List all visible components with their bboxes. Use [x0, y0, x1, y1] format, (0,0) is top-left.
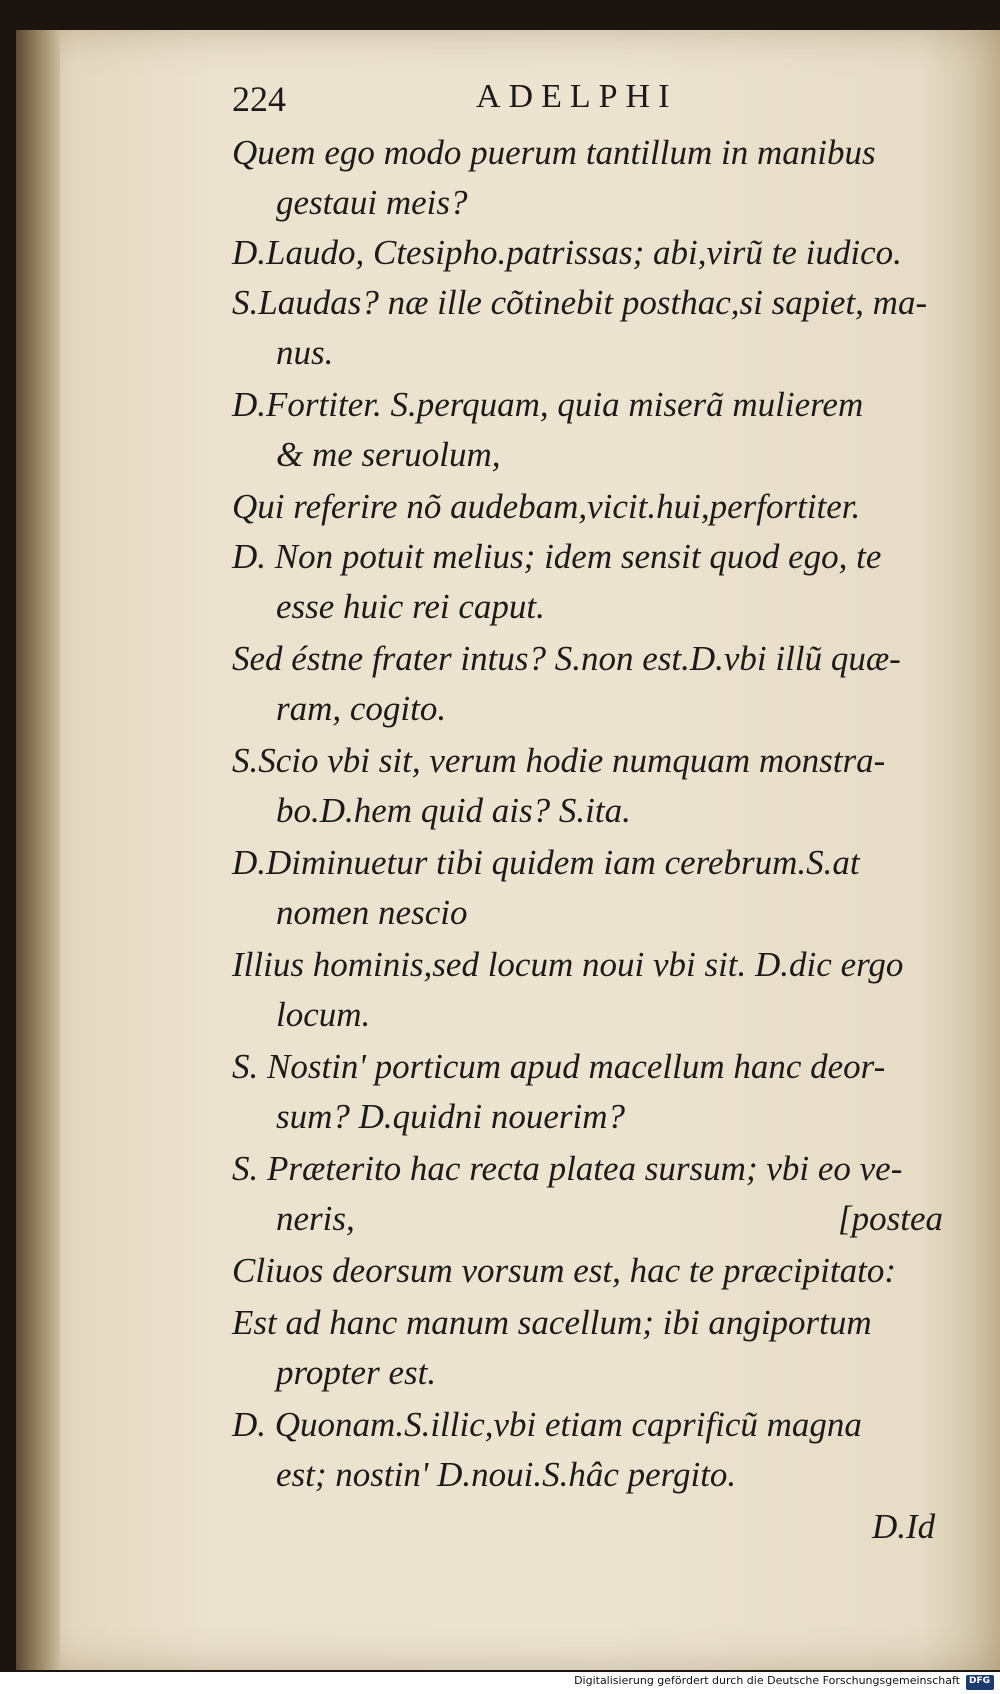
book-gutter: [16, 30, 60, 1670]
text-line: D.Laudo, Ctesipho.patrissas; abi,virũ te iudico.: [232, 233, 902, 272]
text-line: Cliuos deorsum vorsum est, hac te præcipitato:: [232, 1251, 896, 1290]
text-line: Qui referire nõ audebam,vicit.hui,perfortiter.: [232, 487, 861, 526]
text-line: D. Non potuit melius; idem sensit quod ego, te: [232, 537, 882, 576]
text-line: Est ad hanc manum sacellum; ibi angiportum: [232, 1303, 872, 1342]
text-line: D. Quonam.S.illic,vbi etiam caprificũ magna: [232, 1405, 862, 1444]
running-head: ADELPHI: [476, 78, 678, 115]
dfg-logo-text: DFG: [969, 1676, 991, 1686]
dfg-logo: [966, 1675, 994, 1690]
text-line: sum? D.quidni nouerim?: [276, 1097, 626, 1136]
text-line: gestaui meis?: [276, 183, 468, 222]
text-line: D.Fortiter. S.perquam, quia miserã mulierem: [232, 385, 864, 424]
text-line: Sed éstne frater intus? S.non est.D.vbi illũ quæ-: [232, 639, 901, 678]
text-line: S. Nostin' porticum apud macellum hanc deor-: [232, 1047, 886, 1086]
page-number: 224: [232, 79, 286, 119]
text-line: Quem ego modo puerum tantillum in manibus: [232, 133, 876, 172]
text-line: est; nostin' D.noui.S.hâc pergito.: [276, 1455, 737, 1494]
text-line: D.Diminuetur tibi quidem iam cerebrum.S.at: [232, 843, 860, 882]
text-line: nus.: [276, 333, 334, 372]
digitization-credit: Digitalisierung gefördert durch die Deutsche Forschungsgemeinschaft: [574, 1674, 960, 1687]
text-line: neris,: [276, 1199, 355, 1238]
text-line: Illius hominis,sed locum noui vbi sit. D.dic ergo: [232, 945, 904, 984]
text-line: nomen nescio: [276, 893, 468, 932]
text-line: locum.: [276, 995, 371, 1034]
text-line: propter est.: [276, 1353, 437, 1392]
text-line: S. Præterito hac recta platea sursum; vbi eo ve-: [232, 1149, 903, 1188]
catchword: D.Id: [872, 1507, 936, 1546]
text-line: esse huic rei caput.: [276, 587, 545, 626]
text-line: S.Laudas? næ ille cõtinebit posthac,si sapiet, ma-: [232, 283, 928, 322]
text-line: bo.D.hem quid ais? S.ita.: [276, 791, 631, 830]
text-line: S.Scio vbi sit, verum hodie numquam monstra-: [232, 741, 886, 780]
footer-bar: [0, 1672, 1000, 1694]
catchword-margin: [postea: [838, 1199, 943, 1238]
text-line: & me seruolum,: [276, 435, 501, 474]
text-line: ram, cogito.: [276, 689, 447, 728]
